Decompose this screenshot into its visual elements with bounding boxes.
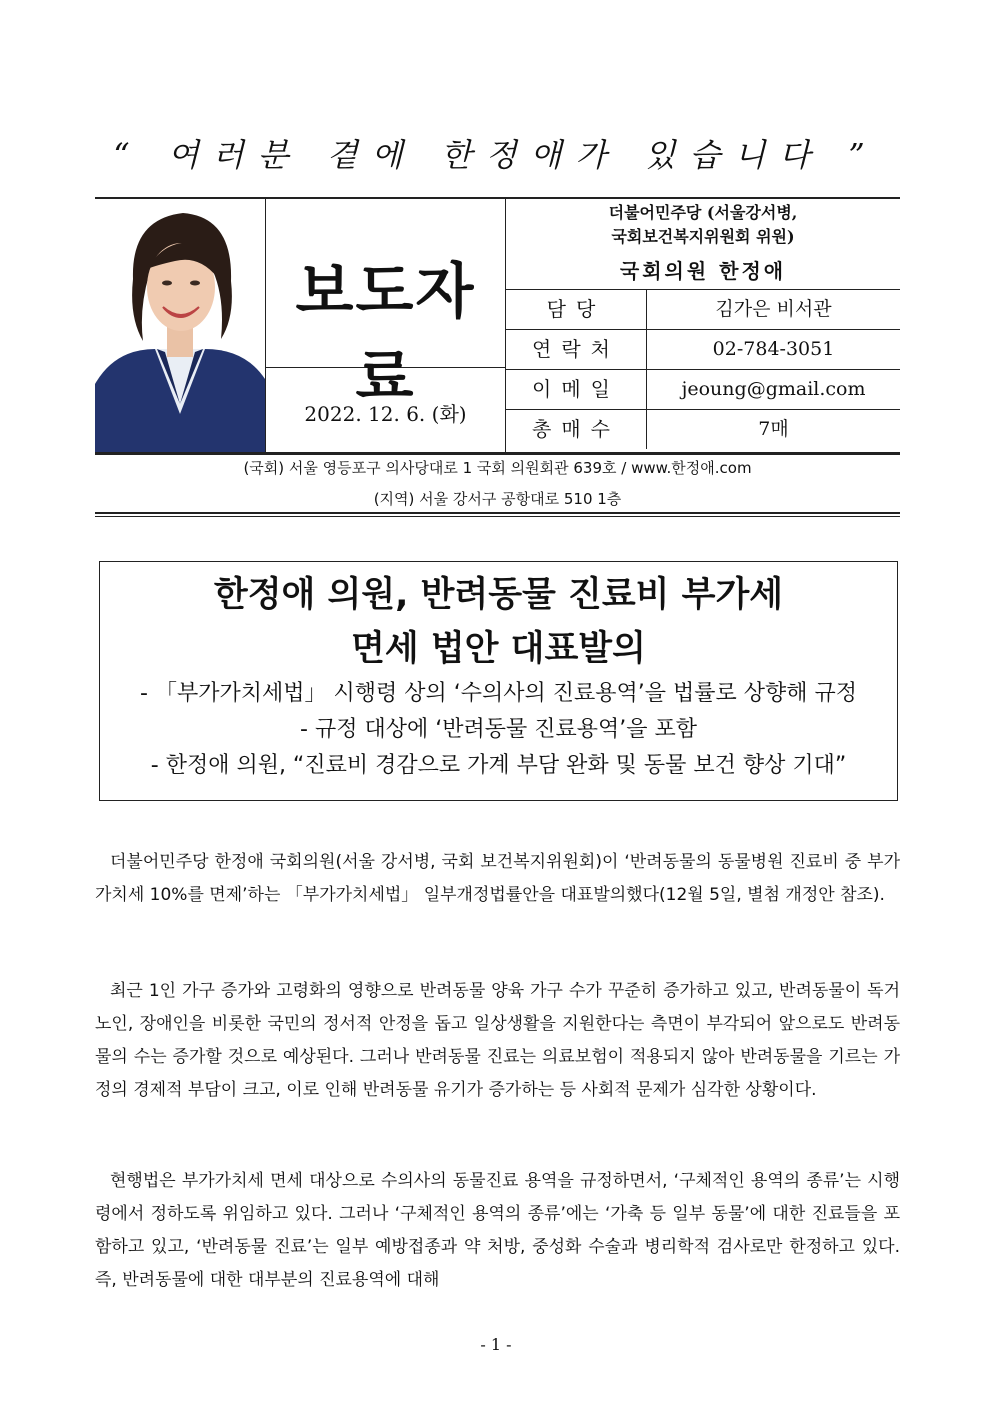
paragraph-text: 더불어민주당 한정애 국회의원(서울 강서병, 국회 보건복지위원회)이 ‘반려동물의 동물병원 진료비 중 부가가치세 10%를 면제’하는 「부가가치세법」 일부개정법률안을 대표발의했다(12월 5일, 별첨 개정안 참조). <box>95 852 900 905</box>
slogan: “ 여러분 곁에 한정애가 있습니다 ” <box>113 136 879 174</box>
contact-value: 김가은 비서관 <box>715 298 832 320</box>
headline-title-1: 한정애 의원, 반려동물 진료비 부가세 <box>213 575 784 615</box>
contact-row-email <box>506 370 900 410</box>
party-cell <box>506 199 900 290</box>
address-assembly: (국회) 서울 영등포구 의사당대로 1 국회 의원회관 639호 / www.한정애.com <box>243 459 752 477</box>
paragraph-text: 현행법은 부가가치세 면세 대상으로 수의사의 동물진료 용역을 규정하면서, ‘구체적인 용역의 종류’는 시행령에서 정하도록 위임하고 있다. 그러나 ‘구체적인 용역의 종류’에는 ‘가축 등 일부 동물’에 대한 진료들을 포함하고 있고, ‘반려동물 진료’는 일부 예방접종과 약 처방, 중성화 수술과 병리학적 검사로만 한정하고 있다. 즉, 반려동물에 대한 대부분의 진료용역에 대해 <box>95 1171 900 1290</box>
contact-label: 이메일 <box>506 370 647 409</box>
release-date: 2022. 12. 6. (화) <box>304 402 467 426</box>
headline-box <box>99 561 898 801</box>
party-line-1: 더불어민주당 (서울강서병, <box>608 203 798 222</box>
address-local: (지역) 서울 강서구 공항대로 510 1층 <box>373 490 622 508</box>
contact-value: jeoung@gmail.com <box>681 378 866 400</box>
member-name: 국회의원 한정애 <box>619 259 787 283</box>
member-photo <box>95 199 266 452</box>
press-header-table <box>95 197 900 454</box>
press-release-title: 보도자료 <box>295 257 476 413</box>
contact-row-pages <box>506 410 900 449</box>
body-paragraph-3 <box>95 1165 900 1297</box>
contact-label: 총매수 <box>506 410 647 449</box>
contact-label: 담당 <box>506 290 647 329</box>
press-release-cell <box>266 199 506 413</box>
headline-subtitle-3: - 한정애 의원, “진료비 경감으로 가계 부담 완화 및 동물 보건 향상 기대” <box>150 753 847 778</box>
party-line-2: 국회보건복지위원회 위원) <box>611 227 795 246</box>
contact-row-phone <box>506 330 900 370</box>
contact-label: 연락처 <box>506 330 647 369</box>
paragraph-text: 최근 1인 가구 증가와 고령화의 영향으로 반려동물 양육 가구 수가 꾸준히 증가하고 있고, 반려동물이 독거노인, 장애인을 비롯한 국민의 정서적 안정을 돕고 일상생활을 지원한다는 측면이 부각되어 앞으로도 반려동물의 수는 증가할 것으로 예상된다. 그러나 반려동물 진료는 의료보험이 적용되지 않아 반려동물을 기르는 가정의 경제적 부담이 크고, 이로 인해 반려동물 유기가 증가하는 등 사회적 문제가 심각한 상황이다. <box>95 981 900 1100</box>
headline-title-2: 면세 법안 대표발의 <box>351 629 646 669</box>
contact-value: 7매 <box>758 418 789 440</box>
date-cell <box>266 368 506 452</box>
address-bottom-rule-2 <box>95 516 900 517</box>
body-paragraph-2 <box>95 975 900 1107</box>
contact-value: 02-784-3051 <box>712 338 835 360</box>
body-paragraph-1 <box>95 846 900 912</box>
address-bottom-rule <box>95 512 900 514</box>
contact-row-manager <box>506 290 900 330</box>
headline-subtitle-2: - 규정 대상에 ‘반려동물 진료용역’을 포함 <box>300 717 697 742</box>
page-number: - 1 - <box>480 1335 512 1354</box>
headline-subtitle-1: - 「부가가치세법」 시행령 상의 ‘수의사의 진료용역’을 법률로 상향해 규정 <box>140 681 857 706</box>
address-top-rule <box>95 454 900 455</box>
